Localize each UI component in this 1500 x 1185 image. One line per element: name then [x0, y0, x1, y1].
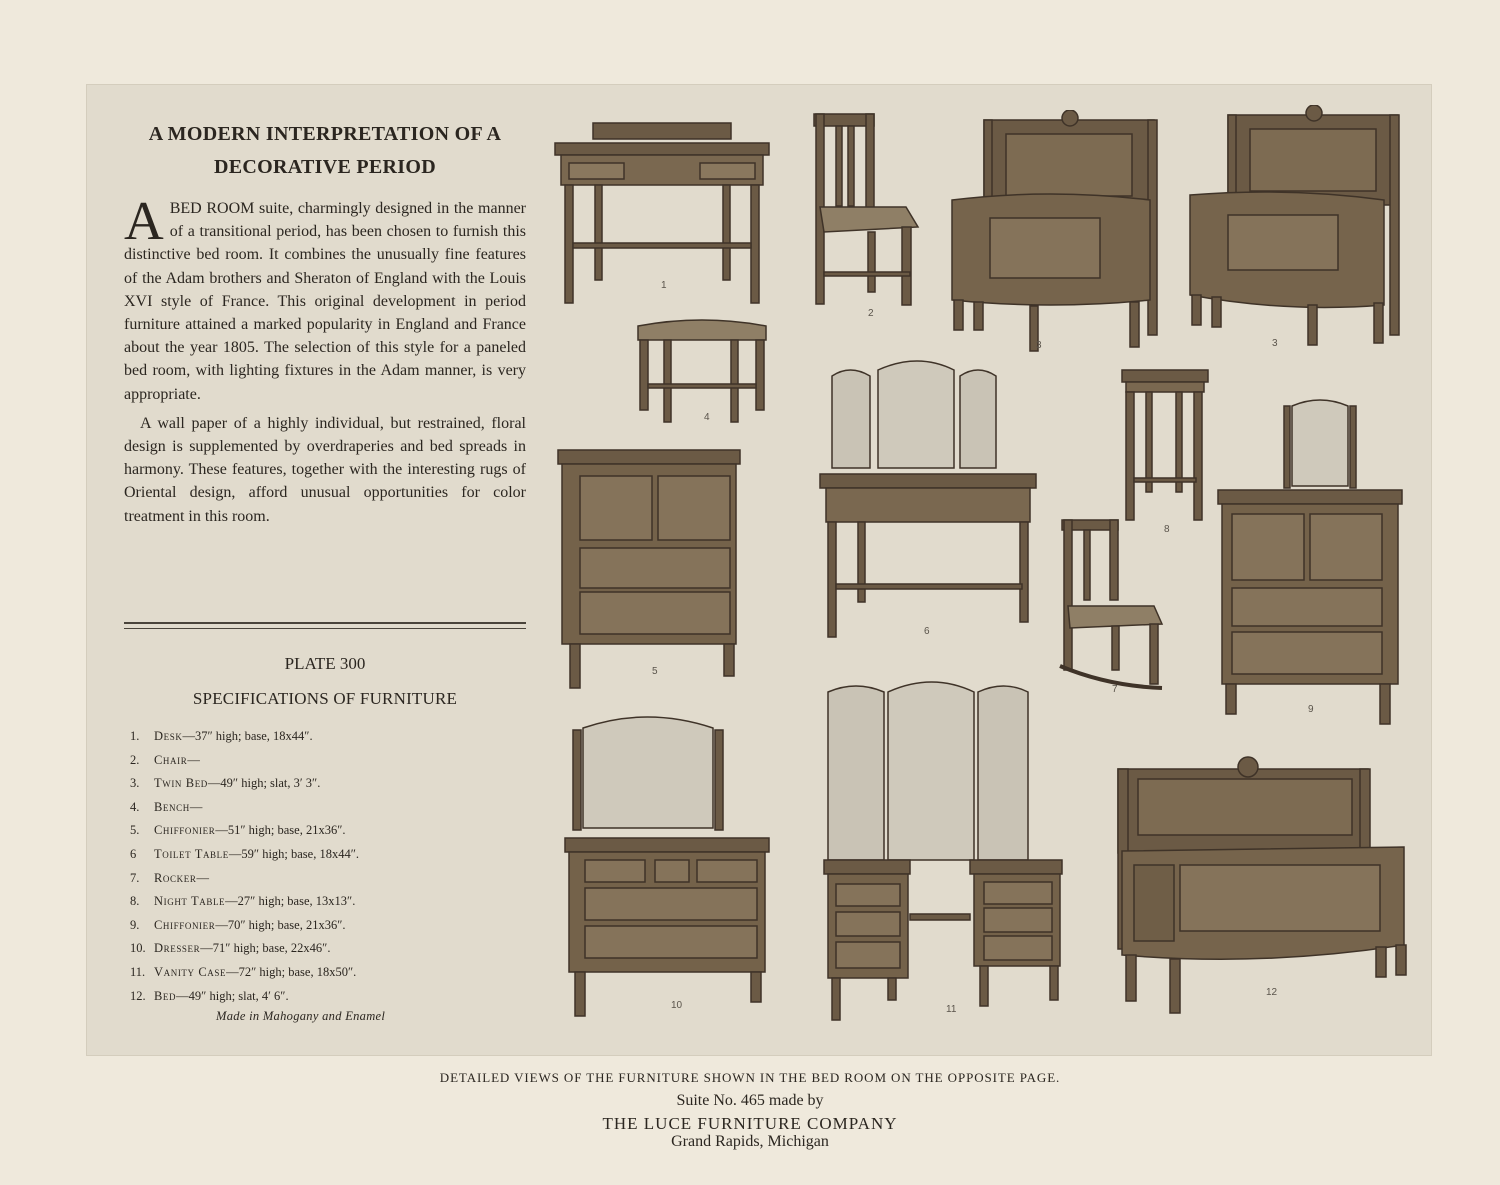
- spec-item: [130, 819, 530, 843]
- spec-detail: —: [187, 752, 200, 767]
- spec-number: 11.: [130, 964, 146, 979]
- spec-number: 2.: [130, 752, 140, 767]
- spec-item: [130, 749, 530, 773]
- paragraph-1: [124, 190, 526, 406]
- rocker-drawing: [1058, 516, 1168, 696]
- chiffonier-mirror-drawing: [1216, 396, 1404, 726]
- chiffonier-drawing: [556, 440, 742, 690]
- figure-label-8: 8: [1164, 524, 1170, 535]
- spec-number: 10.: [130, 941, 146, 956]
- spec-detail: —: [189, 799, 203, 814]
- figure-label-11: 11: [946, 1004, 957, 1015]
- spec-item: [130, 867, 530, 891]
- spec-item: [130, 914, 530, 938]
- desk-illustration: [553, 115, 771, 305]
- spec-number: 6: [130, 846, 137, 861]
- figure-label-2: 2: [868, 308, 874, 319]
- article-heading: [124, 118, 526, 184]
- spec-name: Twin Bed: [154, 776, 208, 791]
- spec-name: Dresser: [154, 941, 201, 956]
- spec-item: [130, 725, 530, 749]
- spec-detail: —49″ high; slat, 3′ 3″.: [207, 776, 321, 791]
- spec-detail: —59″ high; base, 18x44″.: [228, 846, 360, 861]
- company-location: Grand Rapids, Michigan: [671, 1133, 829, 1150]
- bench-illustration: [636, 312, 770, 427]
- bed-illustration: [1112, 755, 1410, 1015]
- spec-detail: —51″ high; base, 21x36″.: [215, 823, 346, 838]
- paragraph-1-text: BED ROOM suite, charmingly designed in the manner of a transitional period, has been chosen to furnish this distinctive bed room. It combines the unusually fine features of the Adam brothers and Sheraton of England with the Louis XVI style of France. This original development in period furniture attained a marked popularity in England and France about the year 1805. The selection of this style for a paneled bed room, with lighting fixtures in the Adam manner, is very appropriate.: [124, 200, 526, 403]
- spec-name: Chiffonier: [154, 823, 216, 838]
- plate-caption: DETAILED VIEWS OF THE FURNITURE SHOWN IN THE BED ROOM ON THE OPPOSITE PAGE.: [439, 1070, 1061, 1085]
- chiffonier-mirror-illustration: [1216, 396, 1404, 726]
- figure-label-5: 5: [652, 666, 658, 677]
- figure-label-7: 7: [1112, 684, 1118, 695]
- spec-name: Night Table: [154, 894, 226, 909]
- night-table-drawing: [1120, 368, 1210, 523]
- spec-name: Rocker: [154, 870, 197, 885]
- figure-label-1: 1: [661, 280, 667, 291]
- figure-label-12: 12: [1266, 987, 1278, 998]
- vanity-case-drawing: [822, 678, 1064, 1023]
- divider-rule: [124, 622, 526, 629]
- figure-label-3b: 3: [1272, 338, 1278, 349]
- spec-detail: —: [196, 870, 209, 885]
- spec-detail: —27″ high; base, 13x13″.: [225, 894, 356, 909]
- spec-number: 5.: [130, 823, 140, 838]
- spec-number: 3.: [130, 776, 140, 791]
- heading-line-2: DECORATIVE PERIOD: [214, 156, 436, 178]
- spec-number: 12.: [130, 988, 146, 1003]
- spec-name: Chiffonier: [154, 917, 216, 932]
- spec-number: 7.: [130, 870, 140, 885]
- article-column: [124, 118, 526, 528]
- company-name: THE LUCE FURNITURE COMPANY: [602, 1114, 898, 1133]
- material-note: Made in Mahogany and Enamel: [216, 1009, 386, 1023]
- spec-item: [130, 985, 530, 1009]
- spec-item: [130, 843, 530, 867]
- spec-name: Toilet Table: [154, 846, 229, 861]
- desk-drawing: [553, 115, 771, 305]
- spec-name: Bench: [154, 799, 190, 814]
- spec-detail: —70″ high; base, 21x36″.: [215, 917, 346, 932]
- spec-item: [130, 796, 530, 820]
- twin-bed-drawing-right: [1188, 105, 1403, 350]
- toilet-table-drawing: [818, 356, 1038, 641]
- spec-item: [130, 961, 530, 985]
- chiffonier-illustration: [556, 440, 742, 690]
- spec-item: [130, 890, 530, 914]
- spec-name: Desk: [154, 729, 183, 743]
- vanity-case-illustration: [822, 678, 1064, 1023]
- spec-detail: —49″ high; slat, 4′ 6″.: [176, 988, 289, 1003]
- twin-bed-illustration-right: [1188, 105, 1403, 350]
- spec-name: Bed: [154, 988, 177, 1003]
- drop-cap: A: [124, 190, 164, 251]
- twin-bed-illustration-left: [950, 110, 1160, 355]
- figure-label-3a: 3: [1036, 340, 1042, 351]
- dresser-drawing: [563, 710, 771, 1020]
- toilet-table-illustration: [818, 356, 1038, 641]
- rocker-illustration: [1058, 516, 1168, 696]
- spec-number: 8.: [130, 894, 140, 909]
- heading-line-1: A MODERN INTERPRETATION OF A: [148, 123, 502, 145]
- chair-drawing: [810, 112, 920, 307]
- bench-drawing: [636, 312, 770, 427]
- spec-name: Vanity Case: [154, 964, 227, 979]
- dresser-illustration: [563, 710, 771, 1020]
- bed-drawing: [1112, 755, 1410, 1015]
- suite-line: Suite No. 465 made by: [676, 1092, 824, 1109]
- twin-bed-drawing-left: [950, 110, 1160, 355]
- chair-illustration: [810, 112, 920, 319]
- spec-item: [130, 937, 530, 961]
- paragraph-2: A wall paper of a highly individual, but restrained, floral design is supplemented by overdraperies and bed spreads in harmony. These features, together with the interesting rugs of Oriental design, afford unusual opportunities for color treatment in this room.: [124, 414, 526, 525]
- spec-item: [130, 772, 530, 796]
- spec-detail: —71″ high; base, 22x46″.: [200, 941, 331, 956]
- spec-detail: —37″ high; base, 18x44″.: [182, 729, 313, 743]
- specifications-list: [130, 725, 530, 1008]
- figure-label-9: 9: [1308, 704, 1314, 715]
- spec-name: Chair: [154, 752, 188, 767]
- plate-title: PLATE 300: [284, 654, 366, 673]
- night-table-illustration: [1120, 368, 1210, 535]
- figure-label-10: 10: [671, 1000, 683, 1011]
- figure-label-4: 4: [704, 412, 710, 423]
- spec-number: 1.: [130, 729, 140, 743]
- figure-label-6: 6: [924, 626, 930, 637]
- spec-number: 4.: [130, 799, 140, 814]
- spec-number: 9.: [130, 917, 140, 932]
- spec-detail: —72″ high; base, 18x50″.: [226, 964, 357, 979]
- specifications-title: SPECIFICATIONS OF FURNITURE: [192, 689, 458, 708]
